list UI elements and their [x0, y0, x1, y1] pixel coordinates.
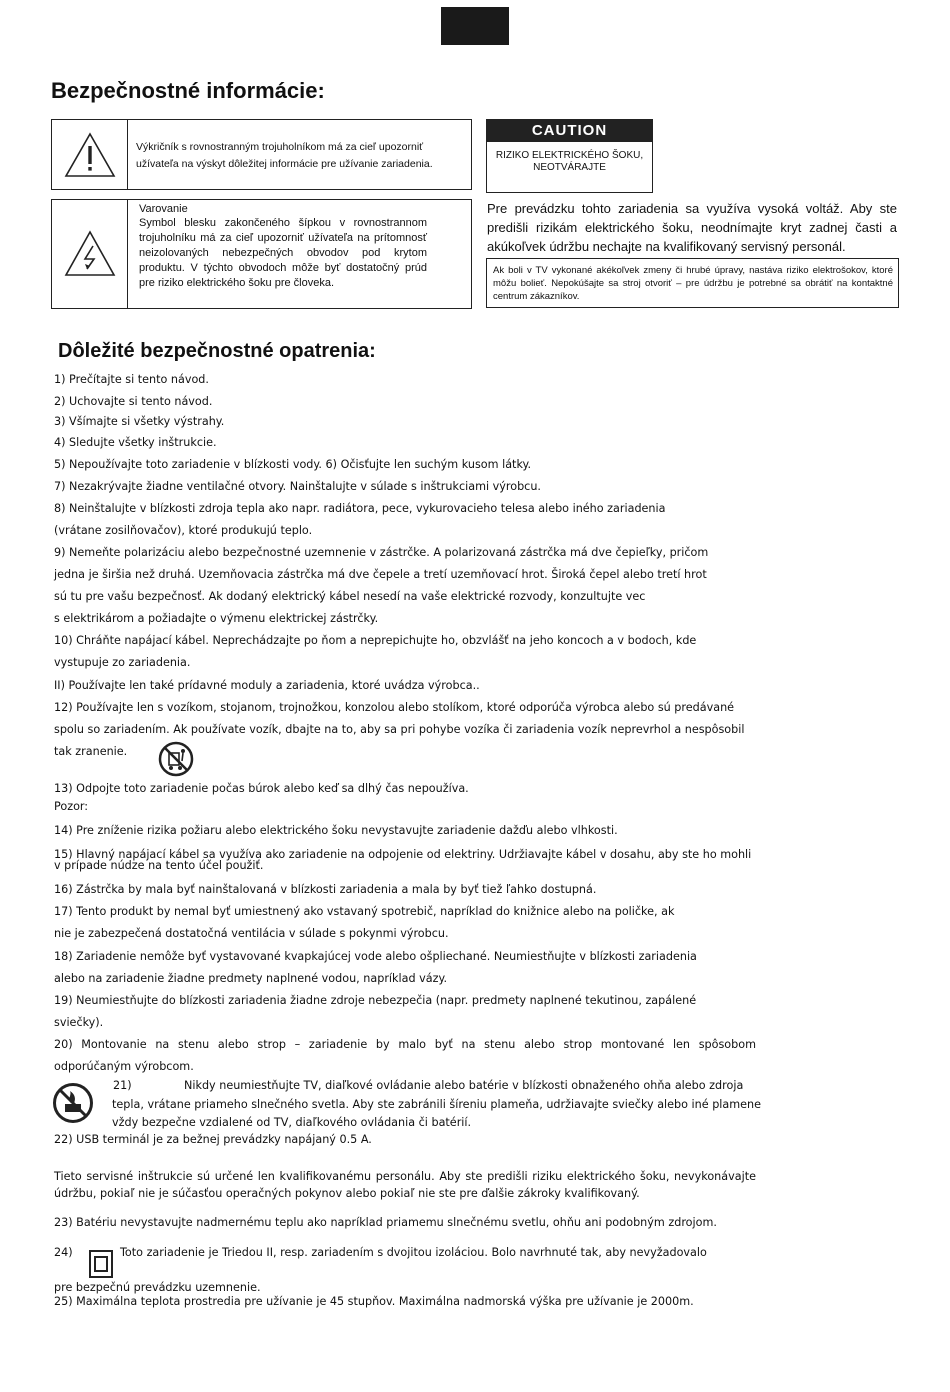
list-item: 19) Neumiestňujte do blízkosti zariadenia žiadne zdroje nebezpečia (napr. predmety naplnené tekutinou, zapálené	[54, 994, 697, 1007]
warning-title: Varovanie	[139, 203, 188, 215]
list-item: 22) USB terminál je za bežnej prevádzky napájaný 0.5 A.	[54, 1133, 372, 1146]
exclamation-description: Výkričník s rovnostranným trojuholníkom má za cieľ upozorniť užívateľa na výskyt dôležitej informácie pre užívanie zariadenia.	[136, 141, 433, 170]
list-item: 4) Sledujte všetky inštrukcie.	[54, 436, 217, 449]
lightning-triangle-icon	[63, 229, 117, 279]
page-title: Bezpečnostné informácie:	[51, 78, 325, 103]
list-item-number: 24)	[54, 1246, 73, 1259]
list-item: (vrátane zosilňovačov), ktoré produkujú teplo.	[54, 524, 313, 537]
exclamation-triangle-icon	[63, 131, 117, 179]
list-item: vždy bezpečne vzdialené od TV, diaľkového ovládania či batérií.	[112, 1116, 472, 1129]
service-paragraph: Tieto servisné inštrukcie sú určené len kvalifikovanému personálu. Aby ste predišli riziku elektrického šoku, nevykonávajte údržbu, pokiaľ nie je súčasťou operačných pokynov alebo pokiaľ nie ste pre ďalšie zákroky kvalifikovaný.	[54, 1170, 756, 1200]
icon-cell	[52, 200, 128, 308]
tv-notice-box	[486, 258, 899, 308]
list-item: 3) Všímajte si všetky výstrahy.	[54, 415, 225, 428]
precautions-heading: Dôležité bezpečnostné opatrenia:	[58, 340, 376, 362]
list-item: v prípade núdze na tento účel použiť.	[54, 859, 264, 872]
list-item: 7) Nezakrývajte žiadne ventilačné otvory. Nainštalujte v súlade s inštrukciami výrobcu.	[54, 480, 541, 493]
lightning-warning-box	[51, 199, 472, 309]
list-item: sviečky).	[54, 1016, 104, 1029]
list-item: tak zranenie.	[54, 745, 128, 758]
list-item: tepla, vrátane priameho slnečného svetla. Aby ste zabránili šíreniu plameňa, udržiavajte sviečky alebo iné plamene	[112, 1098, 762, 1111]
list-item: nie je zabezpečená dostatočná ventilácia v súlade s pokynmi výrobcu.	[54, 927, 449, 940]
list-item: 5) Nepoužívajte toto zariadenie v blízkosti vody. 6) Očisťujte len suchým kusom látky.	[54, 458, 532, 471]
list-item: pre bezpečnú prevádzku uzemnenie.	[54, 1281, 261, 1294]
list-item: 12) Používajte len s vozíkom, stojanom, trojnožkou, konzolou alebo stolíkom, ktoré odporúča výrobca alebo sú predávané	[54, 701, 735, 714]
list-item: II) Používajte len také prídavné moduly a zariadenia, ktoré uvádza výrobca..	[54, 679, 480, 692]
list-item: Nikdy neumiestňujte TV, diaľkové ovládanie alebo batérie v blízkosti obnaženého ohňa alebo zdroja	[184, 1079, 744, 1092]
tv-notice-text: Ak boli v TV vykonané akékoľvek zmeny či hrubé úpravy, nastáva riziko elektrošokov, ktoré môžu bolieť. Nepokúšajte sa stroj otvoriť – pre údržbu je potrebné sa obrátiť na kontaktné centrum zákazníkov.	[493, 265, 893, 302]
list-item: 8) Neinštalujte v blízkosti zdroja tepla ako napr. radiátora, pece, vykurovacieho telesa alebo iného zariadenia	[54, 502, 666, 515]
list-item-number: 21)	[113, 1079, 132, 1092]
list-item: odporúčaným výrobcom.	[54, 1060, 194, 1073]
list-item: 23) Batériu nevystavujte nadmernému teplu ako napríklad priamemu slnečnému svetlu, ohňu ani podobným zdrojom.	[54, 1216, 717, 1229]
icon-cell	[52, 120, 128, 189]
double-insulation-icon	[89, 1250, 113, 1278]
no-fire-icon	[52, 1082, 94, 1124]
list-item: 13) Odpojte toto zariadenie počas búrok alebo keď sa dlhý čas nepoužíva.	[54, 782, 469, 795]
list-item: spolu so zariadením. Ak používate vozík, dbajte na to, aby sa pri pohybe vozíka či zariadenia vozík neprevrhol a nespôsobil	[54, 723, 745, 736]
list-item: 10) Chráňte napájací kábel. Neprechádzajte po ňom a neprepichujte ho, obzvlášť na jeho koncoch a v bodoch, kde	[54, 634, 697, 647]
caution-box	[486, 119, 653, 193]
list-item: 14) Pre zníženie rizika požiaru alebo elektrického šoku nevystavujte zariadenie dažďu alebo vlhkosti.	[54, 824, 618, 837]
list-item: vystupuje zo zariadenia.	[54, 656, 191, 669]
list-item: jedna je širšia než druhá. Uzemňovacia zástrčka má dve čepele a tretí uzemňovací hrot. Široká čepel alebo tretí hrot	[54, 568, 707, 581]
list-item: 17) Tento produkt by nemal byť umiestnený ako vstavaný spotrebič, napríklad do knižnice alebo na poličke, ak	[54, 905, 675, 918]
caution-text: RIZIKO ELEKTRICKÉHO ŠOKU, NEOTVÁRAJTE	[495, 150, 644, 173]
exclamation-info-box	[51, 119, 472, 190]
list-item: 9) Nemeňte polarizáciu alebo bezpečnostné uzemnenie v zástrčke. A polarizovaná zástrčka má dve čepieľky, pričom	[54, 546, 709, 559]
list-item: 2) Uchovajte si tento návod.	[54, 395, 213, 408]
list-item: sú tu pre vašu bezpečnosť. Ak dodaný elektrický kábel nesedí na vaše elektrické rozvody, konzultujte vec	[54, 590, 646, 603]
warning-description: Symbol blesku zakončeného šípkou v rovnostrannom trojuholníku má za cieľ upozorniť užívateľa na prítomnosť neizolovaných nebezpečných obvodov pod krytom produktu. V týchto obvodoch môže byť dostatočný prúd pre riziko elektrického šoku pre človeka.	[139, 217, 427, 289]
list-item: 16) Zástrčka by mala byť nainštalovaná v blízkosti zariadenia a mala by byť tiež ľahko dostupná.	[54, 883, 597, 896]
list-item: s elektrikárom a požiadajte o výmenu elektrickej zástrčky.	[54, 612, 379, 625]
caution-label: CAUTION	[487, 120, 652, 142]
list-item: 15) Hlavný napájací kábel sa využíva ako zariadenie na odpojenie od elektriny. Udržiavajte kábel v dosahu, aby ste ho mohli	[54, 848, 752, 861]
top-black-tab	[441, 7, 509, 45]
cart-warning-icon	[158, 741, 194, 777]
list-item: alebo na zariadenie žiadne predmety naplnené vodou, napríklad vázy.	[54, 972, 448, 985]
list-item: Toto zariadenie je Triedou II, resp. zariadením s dvojitou izoláciou. Bolo navrhnuté tak, aby nevyžadovalo	[120, 1246, 707, 1259]
list-item: 18) Zariadenie nemôže byť vystavované kvapkajúcej vode alebo ošpliechané. Neumiestňujte v blízkosti zariadenia	[54, 950, 697, 963]
list-item: 20) Montovanie na stenu alebo strop – zariadenie by malo byť na stenu alebo strop montované len spôsobom	[54, 1038, 756, 1051]
list-item: 1) Prečítajte si tento návod.	[54, 373, 209, 386]
list-item: Pozor:	[54, 800, 89, 813]
high-voltage-paragraph: Pre prevádzku tohto zariadenia sa využíva vysoká voltáž. Aby ste predišli rizikám elektrického šoku, neodnímajte kryt zadnej časti a akúkoľvek údržbu nechajte na kvalifikovaný servisný personál.	[487, 201, 897, 254]
list-item: 25) Maximálna teplota prostredia pre užívanie je 45 stupňov. Maximálna nadmorská výška pre užívanie je 2000m.	[54, 1295, 694, 1308]
